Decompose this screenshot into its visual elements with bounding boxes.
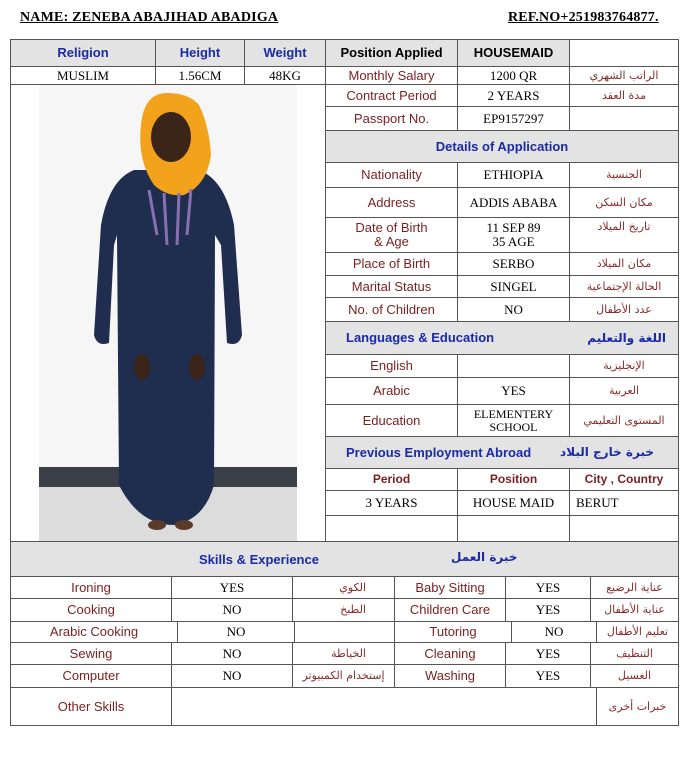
skill-childrencare-arabic: عناية الأطفال (590, 598, 679, 622)
details-section-title: Details of Application (325, 130, 679, 163)
arabic-lang-arabic: العربية (569, 377, 679, 405)
skill-sewing-arabic: الخياطة (292, 642, 395, 665)
skill-washing-value: YES (505, 664, 591, 688)
weight-value: 48KG (244, 66, 326, 85)
skill-arabiccooking-label: Arabic Cooking (10, 621, 178, 643)
skill-sewing-value: NO (171, 642, 293, 665)
skill-ironing-value: YES (171, 576, 293, 599)
education-value-line2: SCHOOL (489, 419, 538, 434)
dob-label-line2: & Age (374, 234, 409, 249)
employment-blank-2 (457, 515, 570, 542)
employment-period: 3 YEARS (325, 490, 458, 516)
religion-header: Religion (10, 39, 156, 67)
marital-status-value: SINGEL (457, 275, 570, 298)
place-of-birth-arabic: مكان الميلاد (569, 252, 679, 276)
passport-value: EP9157297 (457, 106, 570, 131)
english-value (457, 354, 570, 378)
address-label: Address (325, 187, 458, 218)
employment-position: HOUSE MAID (457, 490, 570, 516)
weight-header: Weight (244, 39, 326, 67)
employment-title-en: Previous Employment Abroad (346, 444, 532, 460)
skill-babysitting-value: YES (505, 576, 591, 599)
skill-cleaning-value: YES (505, 642, 591, 665)
education-value-line1: ELEMENTERY (473, 406, 554, 421)
children-value: NO (457, 297, 570, 322)
place-of-birth-label: Place of Birth (325, 252, 458, 276)
nationality-value: ETHIOPIA (457, 162, 570, 188)
passport-arabic-blank (569, 106, 679, 131)
english-label: English (325, 354, 458, 378)
nationality-label: Nationality (325, 162, 458, 188)
skills-title-ar: خبرة العمل (451, 550, 518, 564)
skill-tutoring-arabic: تعليم الأطفال (596, 621, 679, 643)
skill-babysitting-arabic: عناية الرضيع (590, 576, 679, 599)
education-arabic: المستوى التعليمي (569, 404, 679, 437)
contract-period-label: Contract Period (325, 84, 458, 107)
reference-number: REF.NO+251983764877. (508, 10, 659, 25)
place-of-birth-value: SERBO (457, 252, 570, 276)
address-arabic: مكان السكن (569, 187, 679, 218)
languages-title-en: Languages & Education (346, 330, 495, 346)
dob-arabic: تاريخ الميلاد (569, 217, 679, 253)
other-skills-value (171, 687, 597, 726)
skill-washing-label: Washing (394, 664, 506, 688)
skill-cleaning-label: Cleaning (394, 642, 506, 665)
dob-value (457, 217, 570, 253)
skill-tutoring-value: NO (511, 621, 597, 643)
education-label: Education (325, 404, 458, 437)
skill-babysitting-label: Baby Sitting (394, 576, 506, 599)
monthly-salary-value: 1200 QR (457, 66, 570, 85)
arabic-lang-label: Arabic (325, 377, 458, 405)
dob-label (325, 217, 458, 253)
monthly-salary-arabic: الراتب الشهري (569, 66, 679, 85)
languages-title-ar: اللغة والتعليم (587, 330, 666, 345)
dob-label-line1: Date of Birth (355, 220, 428, 236)
children-label: No. of Children (325, 297, 458, 322)
skill-tutoring-label: Tutoring (394, 621, 512, 643)
other-skills-arabic: خبرات أخرى (596, 687, 679, 726)
marital-status-arabic: الحالة الإجتماعية (569, 275, 679, 298)
skill-cooking-arabic: الطبخ (292, 598, 395, 622)
employment-section-title (325, 436, 679, 469)
skill-cooking-label: Cooking (10, 598, 172, 622)
skill-arabiccooking-value: NO (177, 621, 295, 643)
position-applied-label: Position Applied (325, 39, 458, 67)
skill-childrencare-label: Children Care (394, 598, 506, 622)
skill-computer-arabic: إستخدام الكمبيوتر (292, 664, 395, 688)
children-arabic: عدد الأطفال (569, 297, 679, 322)
skill-cooking-value: NO (171, 598, 293, 622)
employment-col-city: City , Country (569, 468, 679, 491)
employment-col-position: Position (457, 468, 570, 491)
height-header: Height (155, 39, 245, 67)
religion-value: MUSLIM (10, 66, 156, 85)
skill-computer-label: Computer (10, 664, 172, 688)
skill-ironing-label: Ironing (10, 576, 172, 599)
dob-date: 11 SEP 89 (486, 220, 541, 236)
applicant-name: NAME: ZENEBA ABAJIHAD ABADIGA (20, 10, 279, 25)
skill-cleaning-arabic: التنظيف (590, 642, 679, 665)
position-arabic-blank (569, 39, 679, 67)
education-value (457, 404, 570, 437)
skill-ironing-arabic: الكوي (292, 576, 395, 599)
employment-title-ar: خبرة خارج البلاد (560, 445, 654, 460)
contract-period-arabic: مدة العقد (569, 84, 679, 107)
arabic-lang-value: YES (457, 377, 570, 405)
marital-status-label: Marital Status (325, 275, 458, 298)
skills-section-title (10, 541, 679, 577)
employment-city: BERUT (569, 490, 679, 516)
applicant-photo (39, 85, 297, 541)
languages-section-title (325, 321, 679, 355)
skill-childrencare-value: YES (505, 598, 591, 622)
skill-arabiccooking-arabic (294, 621, 395, 643)
skills-title-en: Skills & Experience (199, 552, 319, 567)
dob-age: 35 AGE (492, 234, 535, 249)
skill-sewing-label: Sewing (10, 642, 172, 665)
address-value: ADDIS ABABA (457, 187, 570, 218)
height-value: 1.56CM (155, 66, 245, 85)
other-skills-label: Other Skills (10, 687, 172, 726)
contract-period-value: 2 YEARS (457, 84, 570, 107)
nationality-arabic: الجنسية (569, 162, 679, 188)
position-applied-value: HOUSEMAID (457, 39, 570, 67)
skill-computer-value: NO (171, 664, 293, 688)
skill-washing-arabic: الغسيل (590, 664, 679, 688)
monthly-salary-label: Monthly Salary (325, 66, 458, 85)
passport-label: Passport No. (325, 106, 458, 131)
english-arabic: الإنجليزية (569, 354, 679, 378)
employment-blank-3 (569, 515, 679, 542)
employment-blank-1 (325, 515, 458, 542)
employment-col-period: Period (325, 468, 458, 491)
